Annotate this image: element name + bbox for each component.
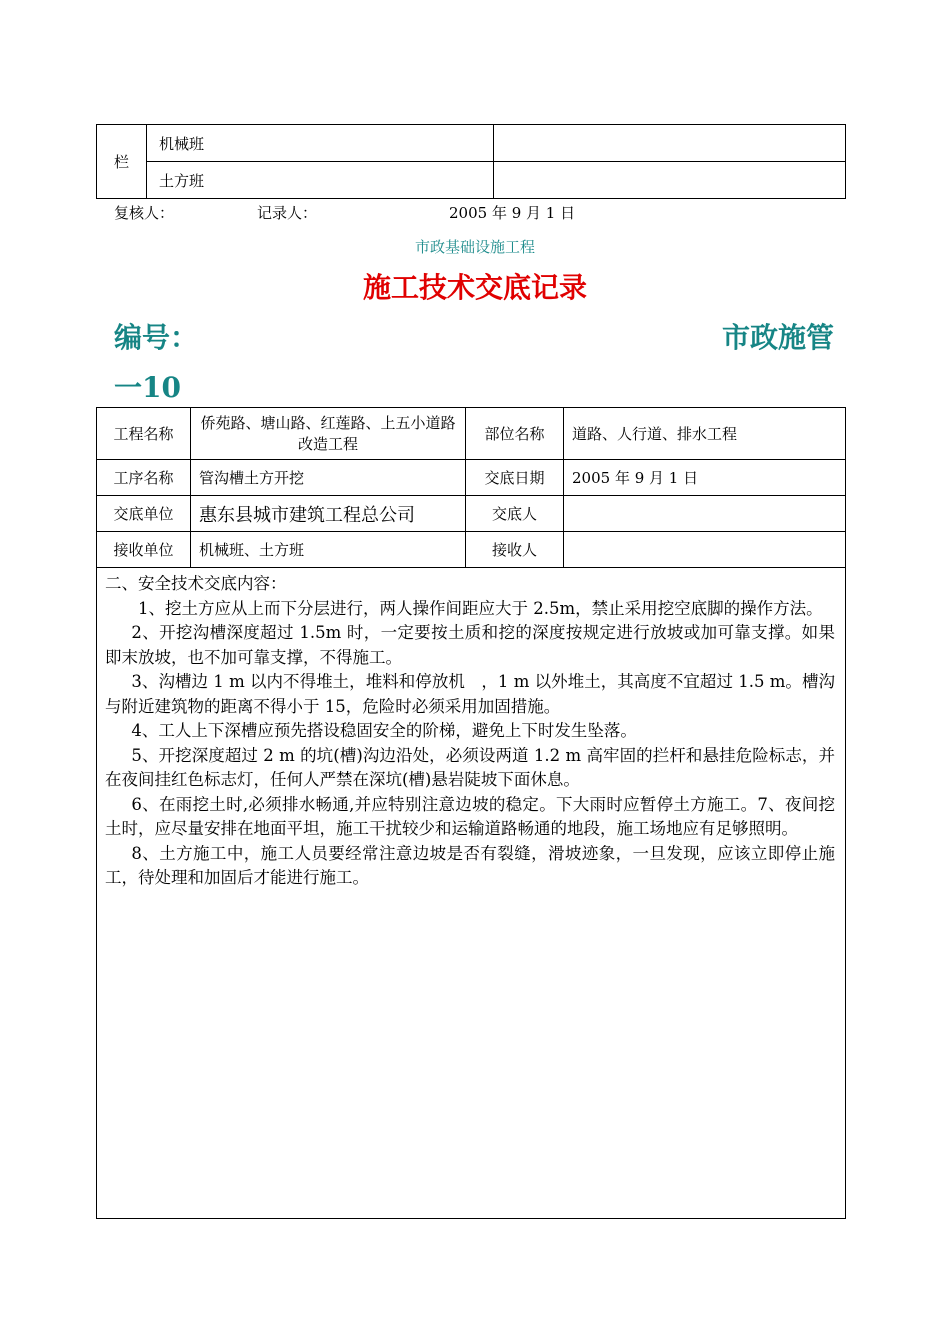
- content-item: 6、在雨挖土时,必须排水畅通,并应特别注意边坡的稳定。下大雨时应暂停土方施工。7、夜间挖土时，应尽量安排在地面平坦，施工干扰较少和运输道路畅通的地段，施工场地应有足够照明。: [105, 794, 835, 838]
- number-value-suffix: 一10: [114, 371, 181, 404]
- number-value-prefix: 市政施管: [722, 321, 835, 354]
- content-item: 2、开挖沟槽深度超过 1.5m 时，一定要按土质和挖的深度按规定进行放坡或加可靠支撑。如果即末放坡，也不加可靠支撑，不得施工。: [105, 623, 835, 667]
- record-date: 2005 年 9 月 1 日: [449, 204, 576, 222]
- project-name-label: 工程名称: [97, 408, 191, 460]
- team-name-cell: 土方班: [147, 162, 494, 199]
- handover-record-table: [96, 407, 846, 1219]
- handover-unit-value: 惠东县城市建筑工程总公司: [191, 496, 466, 532]
- safety-content-cell: [97, 568, 846, 1219]
- document-subtitle: 市政基础设施工程: [414, 238, 535, 256]
- project-name-value: 侨苑路、塘山路、红莲路、上五小道路改造工程: [191, 408, 466, 460]
- presenter-label: 交底人: [466, 496, 564, 532]
- receiver-label: 接收人: [466, 532, 564, 568]
- team-name-cell: 机械班: [147, 125, 494, 162]
- handover-date-value: 2005 年 9 月 1 日: [564, 460, 846, 496]
- receiving-unit-label: 接收单位: [97, 532, 191, 568]
- content-item: 1、挖土方应从上而下分层进行，两人操作间距应大于 2.5m，禁止采用挖空底脚的操作方法。: [138, 598, 823, 618]
- recorder-label: 记录人：: [257, 204, 318, 222]
- column-side-label: 栏: [97, 125, 147, 199]
- presenter-value: [564, 496, 846, 532]
- team-value-cell: [494, 162, 846, 199]
- process-name-value: 管沟槽土方开挖: [191, 460, 466, 496]
- content-heading: 二、安全技术交底内容：: [105, 574, 287, 593]
- number-label: 编号：: [114, 321, 199, 354]
- content-item: 8、土方施工中，施工人员要经常注意边坡是否有裂缝，滑坡迹象，一旦发现，应该立即停止施工，待处理和加固后才能进行施工。: [105, 843, 835, 887]
- content-item: 3、沟槽边 1 m 以内不得堆土，堆料和停放机 ，1 m 以外堆土，其高度不宜超过 1.5 m。槽沟与附近建筑物的距离不得小于 15，危险时必须采用加固措施。: [105, 672, 835, 716]
- content-item: 4、工人上下深槽应预先搭设稳固安全的阶梯，避免上下时发生坠落。: [131, 721, 637, 740]
- receiving-unit-value: 机械班、土方班: [191, 532, 466, 568]
- team-value-cell: [494, 125, 846, 162]
- handover-unit-label: 交底单位: [97, 496, 191, 532]
- process-name-label: 工序名称: [97, 460, 191, 496]
- top-table: [96, 124, 846, 199]
- part-name-label: 部位名称: [466, 408, 564, 460]
- part-name-value: 道路、人行道、排水工程: [564, 408, 846, 460]
- content-item: 5、开挖深度超过 2 m 的坑(槽)沟边沿处，必须设两道 1.2 m 高牢固的拦杆和悬挂危险标志，并在夜间挂红色标志灯，任何人严禁在深坑(槽)悬岩陡坡下面休息。: [105, 745, 835, 789]
- receiver-value: [564, 532, 846, 568]
- handover-date-label: 交底日期: [466, 460, 564, 496]
- reviewer-label: 复核人：: [114, 204, 175, 222]
- document-title: 施工技术交底记录: [362, 271, 587, 304]
